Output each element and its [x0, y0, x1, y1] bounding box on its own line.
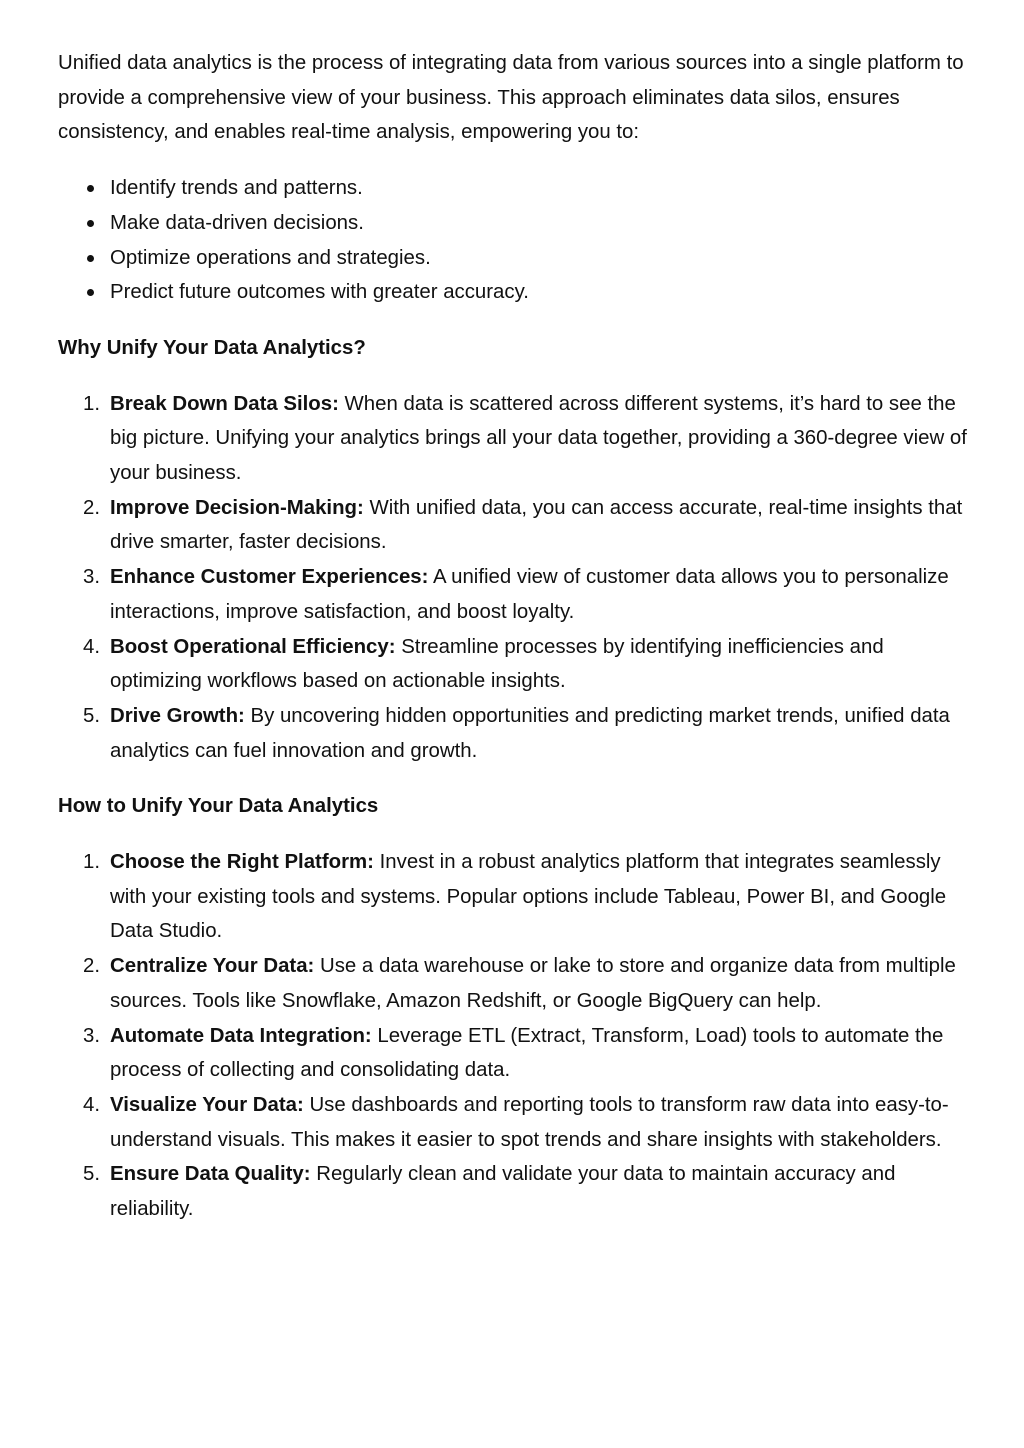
list-item-text: Use a data warehouse or lake to store and organize data from multiple sources. Tools like Snowflake, Amazon Redshift, or Google BigQuery can help.	[110, 955, 956, 1012]
bullet-icon	[87, 289, 94, 296]
list-item-text: Regularly clean and validate your data to maintain accuracy and reliability.	[110, 1163, 896, 1221]
list-item-text: Invest in a robust analytics platform that integrates seamlessly with your existing tools and systems. Popular options include Tableau, Power BI, and Google Data Studio.	[110, 851, 947, 943]
list-item	[83, 387, 968, 491]
list-item-text: Streamline processes by identifying inefficiencies and optimizing workflows based on actionable insights.	[110, 635, 884, 693]
list-item	[83, 560, 968, 629]
list-item-text: Use dashboards and reporting tools to transform raw data into easy-to-understand visuals. This makes it easier to spot trends and share insights with stakeholders.	[110, 1093, 949, 1151]
why-list	[58, 387, 968, 769]
intro-paragraph: Unified data analytics is the process of integrating data from various sources into a single platform to provide a comprehensive view of your business. This approach eliminates data silos, ensures consistency, and enables real-time analysis, empowering you to:	[58, 52, 964, 144]
list-item	[110, 171, 968, 206]
list-item-text: When data is scattered across different systems, it’s hard to see the big picture. Unifying your analytics brings all your data together, providing a 360-degree view of your business.	[110, 392, 967, 485]
list-item-term: Drive Growth:	[110, 704, 245, 727]
list-number: 1.	[83, 851, 101, 874]
list-item-term: Break Down Data Silos:	[110, 392, 339, 415]
list-item-term: Improve Decision-Making:	[110, 496, 364, 519]
list-item-text: Make data-driven decisions.	[110, 211, 364, 234]
list-item	[83, 845, 968, 949]
how-section-heading: How to Unify Your Data Analytics	[58, 795, 379, 818]
document-page	[58, 46, 968, 1227]
list-item-term: Boost Operational Efficiency:	[110, 635, 396, 658]
list-item	[83, 630, 968, 699]
list-number: 2.	[83, 496, 101, 519]
how-list	[58, 845, 968, 1227]
list-number: 3.	[83, 1024, 101, 1047]
list-item	[83, 1019, 968, 1088]
bullet-icon	[87, 185, 94, 192]
list-item-term: Enhance Customer Experiences:	[110, 566, 429, 589]
benefits-list	[58, 171, 968, 310]
why-section-heading: Why Unify Your Data Analytics?	[58, 336, 366, 359]
list-item-text: By uncovering hidden opportunities and predicting market trends, unified data analytics can fuel innovation and growth.	[110, 704, 950, 762]
list-item	[110, 206, 968, 241]
list-item-term: Automate Data Integration:	[110, 1024, 372, 1047]
list-item-text: With unified data, you can access accurate, real-time insights that drive smarter, faster decisions.	[110, 496, 963, 554]
list-number: 1.	[83, 392, 101, 415]
list-item	[83, 491, 968, 560]
list-number: 5.	[83, 704, 101, 727]
list-number: 5.	[83, 1163, 101, 1186]
list-item	[83, 1088, 968, 1157]
list-item	[83, 949, 968, 1018]
list-item	[83, 699, 968, 768]
list-item-text: Optimize operations and strategies.	[110, 246, 431, 269]
list-number: 4.	[83, 635, 101, 658]
list-item-text: Identify trends and patterns.	[110, 177, 363, 200]
list-item	[110, 241, 968, 276]
list-item	[83, 1157, 968, 1226]
bullet-icon	[87, 255, 94, 262]
list-item-term: Centralize Your Data:	[110, 955, 315, 978]
list-item-term: Choose the Right Platform:	[110, 851, 374, 874]
list-item-term: Visualize Your Data:	[110, 1093, 304, 1116]
bullet-icon	[87, 220, 94, 227]
list-item-text: Leverage ETL (Extract, Transform, Load) tools to automate the process of collecting and consolidating data.	[110, 1024, 944, 1082]
list-number: 4.	[83, 1093, 101, 1116]
list-item-term: Ensure Data Quality:	[110, 1163, 311, 1186]
list-item-text: A unified view of customer data allows you to personalize interactions, improve satisfaction, and boost loyalty.	[110, 566, 949, 623]
list-item	[110, 275, 968, 310]
list-number: 2.	[83, 955, 101, 978]
list-item-text: Predict future outcomes with greater accuracy.	[110, 281, 529, 304]
list-number: 3.	[83, 566, 101, 589]
